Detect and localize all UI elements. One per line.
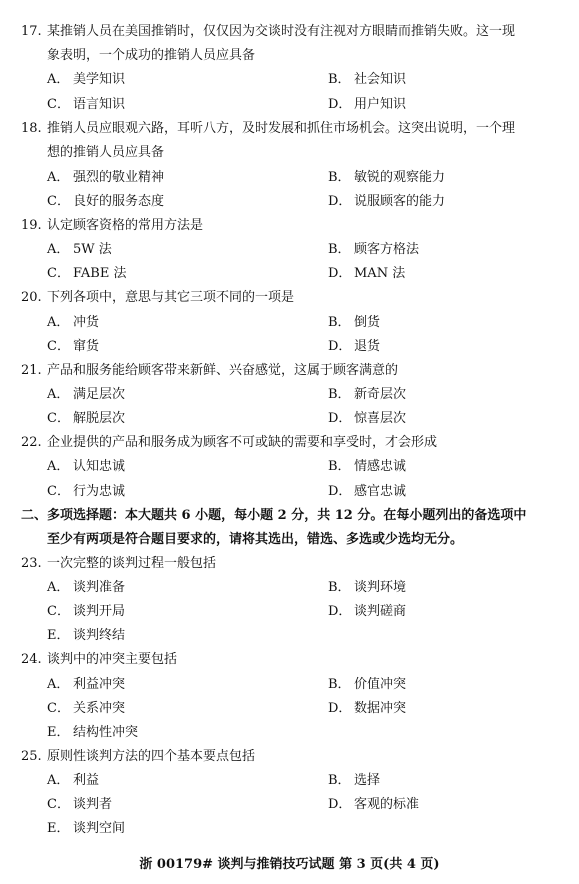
option-a: A． 满足层次 xyxy=(47,387,126,402)
question-number: 24. xyxy=(21,652,42,667)
option-b: B． 价值冲突 xyxy=(328,677,407,692)
option-c: C． FABE 法 xyxy=(47,266,127,281)
question-text-continued: 象表明，一个成功的推销人员应具备 xyxy=(47,48,256,63)
option-c: C． 谈判者 xyxy=(47,797,113,812)
option-b: B． 敏锐的观察能力 xyxy=(328,170,446,185)
question-number: 18. xyxy=(21,121,42,136)
option-a: A． 美学知识 xyxy=(47,72,126,87)
question-19 xyxy=(21,218,561,234)
question-number: 25. xyxy=(21,749,42,764)
question-23 xyxy=(21,556,561,572)
option-b: B． 谈判环境 xyxy=(328,580,407,595)
question-21 xyxy=(21,363,561,379)
question-text: 某推销人员在美国推销时，仅仅因为交谈时没有注视对方眼睛而推销失败。这一现 xyxy=(47,24,516,39)
question-text: 下列各项中，意思与其它三项不同的一项是 xyxy=(47,290,295,305)
question-number: 19. xyxy=(21,218,42,233)
option-d: D． 感官忠诚 xyxy=(328,484,407,499)
question-22 xyxy=(21,435,561,451)
option-b: B． 新奇层次 xyxy=(328,387,407,402)
option-b: B． 情感忠诚 xyxy=(328,459,407,474)
option-d: D． MAN 法 xyxy=(328,266,406,281)
question-number: 23. xyxy=(21,556,42,571)
question-number: 21. xyxy=(21,363,42,378)
option-a: A． 利益 xyxy=(47,773,100,788)
question-text-continued: 想的推销人员应具备 xyxy=(47,145,165,160)
option-a: A． 强烈的敬业精神 xyxy=(47,170,165,185)
question-number: 20. xyxy=(21,290,42,305)
option-b: B． 顾客方格法 xyxy=(328,242,420,257)
option-d: D． 数据冲突 xyxy=(328,701,407,716)
question-number: 17. xyxy=(21,24,42,39)
option-b: B． 倒货 xyxy=(328,315,381,330)
question-25 xyxy=(21,749,561,765)
question-number: 22. xyxy=(21,435,42,450)
option-c: C． 窜货 xyxy=(47,339,100,354)
option-d: D． 谈判磋商 xyxy=(328,604,407,619)
option-d: D． 退货 xyxy=(328,339,381,354)
option-a: A． 认知忠诚 xyxy=(47,459,126,474)
option-b: B． 社会知识 xyxy=(328,72,407,87)
option-d: D． 惊喜层次 xyxy=(328,411,407,426)
question-text: 一次完整的谈判过程一般包括 xyxy=(47,556,217,571)
question-18 xyxy=(21,121,561,137)
option-e: E． 结构性冲突 xyxy=(47,725,139,740)
option-a: A． 谈判准备 xyxy=(47,580,126,595)
option-c: C． 关系冲突 xyxy=(47,701,126,716)
option-d: D． 客观的标准 xyxy=(328,797,420,812)
option-e: E． 谈判终结 xyxy=(47,628,126,643)
question-text: 谈判中的冲突主要包括 xyxy=(47,652,178,667)
section-heading: 二、多项选择题：本大题共 6 小题，每小题 2 分，共 12 分。在每小题列出的备选项中 xyxy=(21,508,527,523)
page-footer: 浙 00179# 谈判与推销技巧试题 第 3 页(共 4 页) xyxy=(139,857,440,872)
option-d: D． 用户知识 xyxy=(328,97,407,112)
question-20 xyxy=(21,290,561,306)
option-c: C． 良好的服务态度 xyxy=(47,194,165,209)
option-b: B． 选择 xyxy=(328,773,381,788)
option-e: E． 谈判空间 xyxy=(47,821,126,836)
option-d: D． 说服顾客的能力 xyxy=(328,194,446,209)
option-c: C． 语言知识 xyxy=(47,97,126,112)
option-a: A． 冲货 xyxy=(47,315,100,330)
question-text: 产品和服务能给顾客带来新鲜、兴奋感觉，这属于顾客满意的 xyxy=(47,363,399,378)
question-17 xyxy=(21,24,561,40)
option-a: A． 利益冲突 xyxy=(47,677,126,692)
section-heading-continued: 至少有两项是符合题目要求的，请将其选出，错选、多选或少选均无分。 xyxy=(47,532,464,547)
option-c: C． 解脱层次 xyxy=(47,411,126,426)
question-text: 原则性谈判方法的四个基本要点包括 xyxy=(47,749,256,764)
question-text: 认定顾客资格的常用方法是 xyxy=(47,218,204,233)
question-24 xyxy=(21,652,561,668)
option-a: A． 5W 法 xyxy=(47,242,112,257)
question-text: 推销人员应眼观六路，耳听八方，及时发展和抓住市场机会。这突出说明，一个理 xyxy=(47,121,516,136)
option-c: C． 谈判开局 xyxy=(47,604,126,619)
option-c: C． 行为忠诚 xyxy=(47,484,126,499)
question-text: 企业提供的产品和服务成为顾客不可或缺的需要和享受时，才会形成 xyxy=(47,435,438,450)
